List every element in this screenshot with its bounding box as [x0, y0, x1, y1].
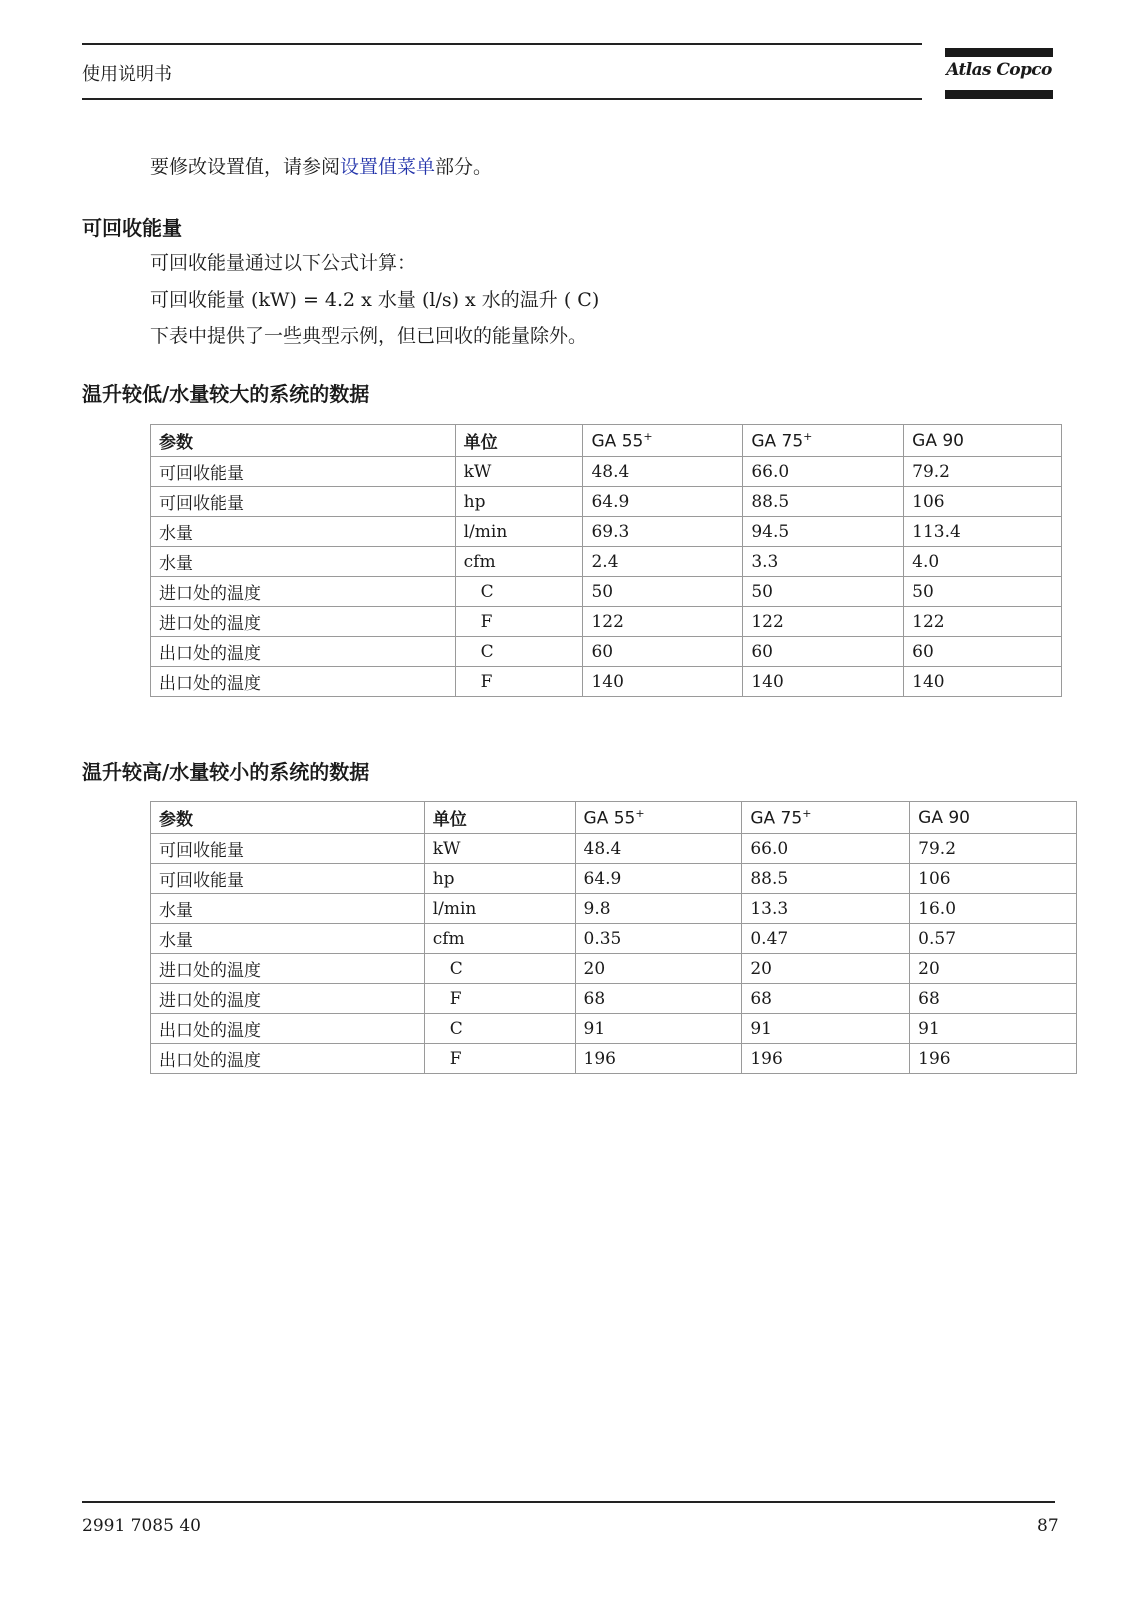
- table-high-temp-rise: [150, 801, 1077, 1074]
- table-cell: 0.35: [575, 924, 742, 954]
- document-number: 2991 7085 40: [82, 1516, 201, 1536]
- table-cell: 4.0: [904, 547, 1062, 577]
- table-cell: 48.4: [575, 834, 742, 864]
- table-cell: 出口处的温度: [151, 637, 456, 667]
- formula: 可回收能量 (kW) = 4.2 x 水量 (l/s) x 水的温升 ( C): [150, 289, 600, 311]
- table-cell: 可回收能量: [151, 864, 425, 894]
- column-header: GA 90: [904, 425, 1062, 457]
- table-cell: 79.2: [910, 834, 1077, 864]
- table-cell: 50: [743, 577, 904, 607]
- table-cell: 2.4: [583, 547, 743, 577]
- table-cell: 91: [575, 1014, 742, 1044]
- table-cell: 122: [743, 607, 904, 637]
- table-row: [151, 457, 1062, 487]
- header-bottom-rule: [82, 98, 922, 100]
- table-cell: 140: [904, 667, 1062, 697]
- table-cell: 79.2: [904, 457, 1062, 487]
- atlas-copco-logo: [945, 48, 1053, 100]
- table-row: [151, 547, 1062, 577]
- table-cell: 91: [910, 1014, 1077, 1044]
- intro-suffix: 部分。: [435, 156, 493, 178]
- table-cell: 64.9: [583, 487, 743, 517]
- table-cell: C: [455, 637, 583, 667]
- table-row: [151, 667, 1062, 697]
- table-cell: 60: [904, 637, 1062, 667]
- table-cell: F: [424, 1044, 575, 1074]
- table-cell: 196: [575, 1044, 742, 1074]
- table-cell: 16.0: [910, 894, 1077, 924]
- intro-prefix: 要修改设置值，请参阅: [150, 156, 341, 178]
- table-cell: 66.0: [743, 457, 904, 487]
- table-cell: 91: [742, 1014, 910, 1044]
- table-row: [151, 954, 1077, 984]
- table-cell: C: [455, 577, 583, 607]
- table-cell: 66.0: [742, 834, 910, 864]
- table1-heading: 温升较低/水量较大的系统的数据: [82, 382, 370, 406]
- table-cell: kW: [424, 834, 575, 864]
- column-header: GA 55+: [583, 425, 743, 457]
- table-row: [151, 517, 1062, 547]
- table-row: [151, 1014, 1077, 1044]
- table-cell: 进口处的温度: [151, 984, 425, 1014]
- column-header: GA 55+: [575, 802, 742, 834]
- column-header: 参数: [151, 802, 425, 834]
- table-cell: C: [424, 954, 575, 984]
- table-cell: 可回收能量: [151, 487, 456, 517]
- table-cell: 20: [910, 954, 1077, 984]
- table-cell: 140: [743, 667, 904, 697]
- table-cell: 68: [910, 984, 1077, 1014]
- column-header: 单位: [455, 425, 583, 457]
- table-cell: 94.5: [743, 517, 904, 547]
- table-cell: 水量: [151, 924, 425, 954]
- table-low-temp-rise: [150, 424, 1062, 697]
- table-cell: kW: [455, 457, 583, 487]
- table-cell: 水量: [151, 517, 456, 547]
- table-cell: 出口处的温度: [151, 1014, 425, 1044]
- table-header-row: [151, 425, 1062, 457]
- table-cell: hp: [455, 487, 583, 517]
- table-cell: l/min: [455, 517, 583, 547]
- table-cell: 0.47: [742, 924, 910, 954]
- table-row: [151, 864, 1077, 894]
- table-cell: 113.4: [904, 517, 1062, 547]
- table-cell: 可回收能量: [151, 834, 425, 864]
- table-cell: 50: [904, 577, 1062, 607]
- table-cell: 20: [575, 954, 742, 984]
- table-cell: 106: [910, 864, 1077, 894]
- table-row: [151, 577, 1062, 607]
- table-cell: 可回收能量: [151, 457, 456, 487]
- column-header: GA 75+: [743, 425, 904, 457]
- table-cell: 50: [583, 577, 743, 607]
- table-cell: 88.5: [742, 864, 910, 894]
- table-row: [151, 487, 1062, 517]
- column-header: 参数: [151, 425, 456, 457]
- column-header: GA 75+: [742, 802, 910, 834]
- table-cell: 20: [742, 954, 910, 984]
- table-cell: 88.5: [743, 487, 904, 517]
- settings-menu-link[interactable]: 设置值菜单: [340, 156, 436, 178]
- table-cell: 水量: [151, 894, 425, 924]
- table-cell: 出口处的温度: [151, 1044, 425, 1074]
- table-cell: C: [424, 1014, 575, 1044]
- table-cell: F: [424, 984, 575, 1014]
- table-cell: 196: [910, 1044, 1077, 1074]
- table-cell: 0.57: [910, 924, 1077, 954]
- table-cell: F: [455, 607, 583, 637]
- recoverable-energy-heading: 可回收能量: [82, 216, 182, 240]
- table-cell: 122: [904, 607, 1062, 637]
- table-cell: 60: [743, 637, 904, 667]
- page-number: 87: [1037, 1516, 1059, 1536]
- table-cell: 13.3: [742, 894, 910, 924]
- table-cell: 69.3: [583, 517, 743, 547]
- table-cell: F: [455, 667, 583, 697]
- table-cell: 60: [583, 637, 743, 667]
- table-row: [151, 834, 1077, 864]
- logo-text: Atlas Copco: [946, 60, 1052, 80]
- table-cell: 进口处的温度: [151, 954, 425, 984]
- table-cell: 9.8: [575, 894, 742, 924]
- table-row: [151, 1044, 1077, 1074]
- column-header: 单位: [424, 802, 575, 834]
- header-top-rule: [82, 43, 922, 45]
- table-cell: 196: [742, 1044, 910, 1074]
- table-note: 下表中提供了一些典型示例，但已回收的能量除外。: [150, 325, 588, 347]
- table-header-row: [151, 802, 1077, 834]
- table-cell: hp: [424, 864, 575, 894]
- table-row: [151, 637, 1062, 667]
- table-cell: cfm: [455, 547, 583, 577]
- table-cell: 进口处的温度: [151, 607, 456, 637]
- table-cell: 106: [904, 487, 1062, 517]
- table-row: [151, 924, 1077, 954]
- table-cell: 68: [575, 984, 742, 1014]
- table-cell: 48.4: [583, 457, 743, 487]
- table-row: [151, 607, 1062, 637]
- footer-rule: [82, 1501, 1055, 1503]
- table-cell: l/min: [424, 894, 575, 924]
- table-cell: 68: [742, 984, 910, 1014]
- table-cell: 水量: [151, 547, 456, 577]
- intro-paragraph: [150, 152, 492, 179]
- column-header: GA 90: [910, 802, 1077, 834]
- formula-intro: 可回收能量通过以下公式计算：: [150, 252, 417, 274]
- table-cell: 64.9: [575, 864, 742, 894]
- table-cell: 140: [583, 667, 743, 697]
- table-cell: cfm: [424, 924, 575, 954]
- table2-heading: 温升较高/水量较小的系统的数据: [82, 760, 370, 784]
- table-row: [151, 894, 1077, 924]
- header-title: 使用说明书: [82, 64, 172, 85]
- table-cell: 3.3: [743, 547, 904, 577]
- table-row: [151, 984, 1077, 1014]
- table-cell: 进口处的温度: [151, 577, 456, 607]
- table-cell: 出口处的温度: [151, 667, 456, 697]
- table-cell: 122: [583, 607, 743, 637]
